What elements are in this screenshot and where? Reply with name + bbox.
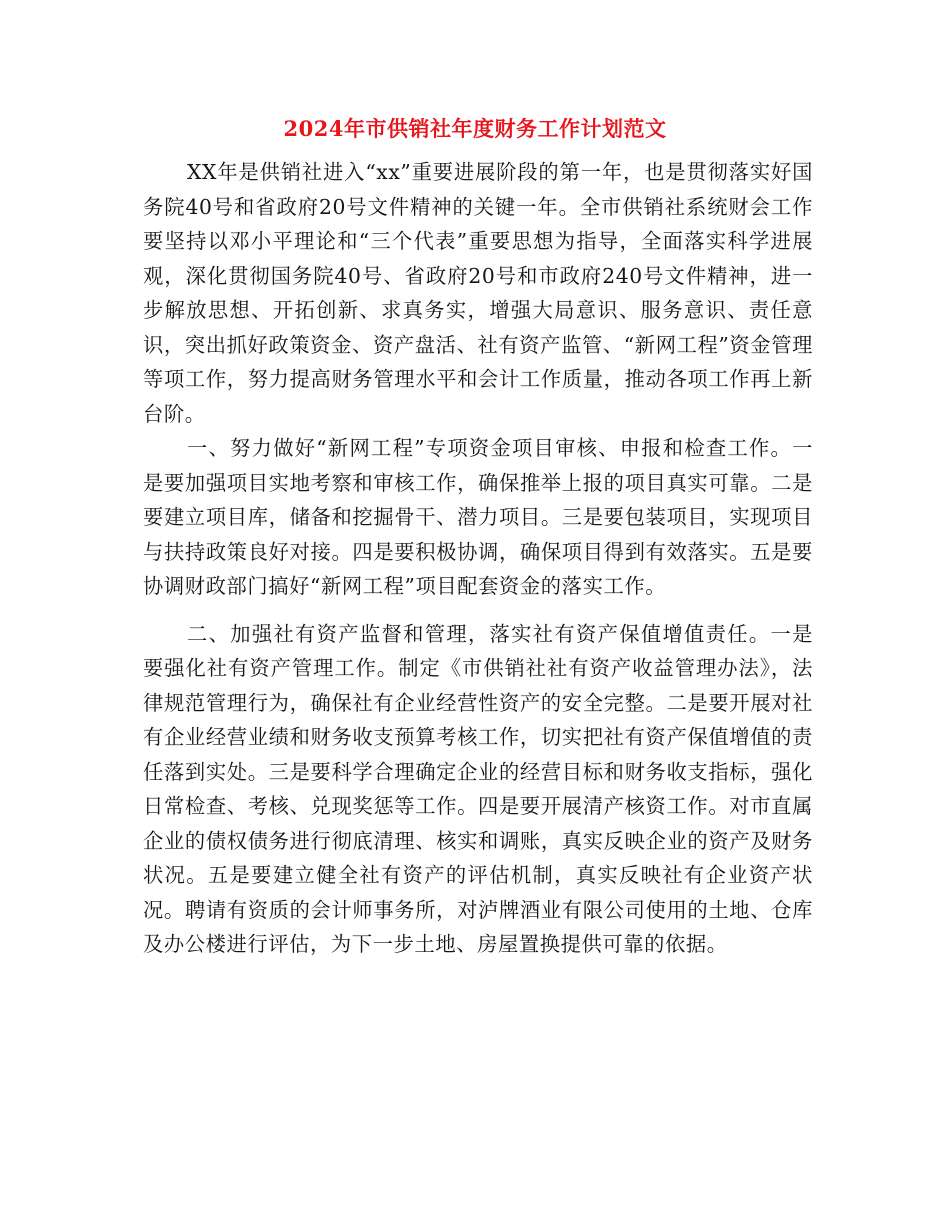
- document-body: [143, 155, 813, 962]
- paragraph-section-1: 一、努力做好“新网工程”专项资金项目审核、申报和检查工作。一是要加强项目实地考察和审核工作，确保推举上报的项目真实可靠。二是要建立项目库，储备和挖掘骨干、潜力项目。三是要包装项目，实现项目与扶持政策良好对接。四是要积极协调，确保项目得到有效落实。五是要协调财政部门搞好“新网工程”项目配套资金的落实工作。: [143, 436, 813, 598]
- paragraph-intro: XX年是供销社进入“xx”重要进展阶段的第一年，也是贯彻落实好国务院40号和省政府20号文件精神的关键一年。全市供销社系统财会工作要坚持以邓小平理论和“三个代表”重要思想为指导，全面落实科学进展观，深化贯彻国务院40号、省政府20号和市政府240号文件精神，进一步解放思想、开拓创新、求真务实，增强大局意识、服务意识、责任意识，突出抓好政策资金、资产盘活、社有资产监管、“新网工程”资金管理等项工作，努力提高财务管理水平和会计工作质量，推动各项工作再上新台阶。: [143, 160, 813, 426]
- document-title: 2024年市供销社年度财务工作计划范文: [283, 116, 667, 141]
- paragraph-section-2: 二、加强社有资产监督和管理，落实社有资产保值增值责任。一是要强化社有资产管理工作。制定《市供销社社有资产收益管理办法》，法律规范管理行为，确保社有企业经营性资产的安全完整。二是要开展对社有企业经营业绩和财务收支预算考核工作，切实把社有资产保值增值的责任落到实处。三是要科学合理确定企业的经营目标和财务收支指标，强化日常检查、考核、兑现奖惩等工作。四是要开展清产核资工作。对市直属企业的债权债务进行彻底清理、核实和调账，真实反映企业的资产及财务状况。五是要建立健全社有资产的评估机制，真实反映社有企业资产状况。聘请有资质的会计师事务所，对泸牌酒业有限公司使用的土地、仓库及办公楼进行评估，为下一步土地、房屋置换提供可靠的依据。: [143, 621, 813, 956]
